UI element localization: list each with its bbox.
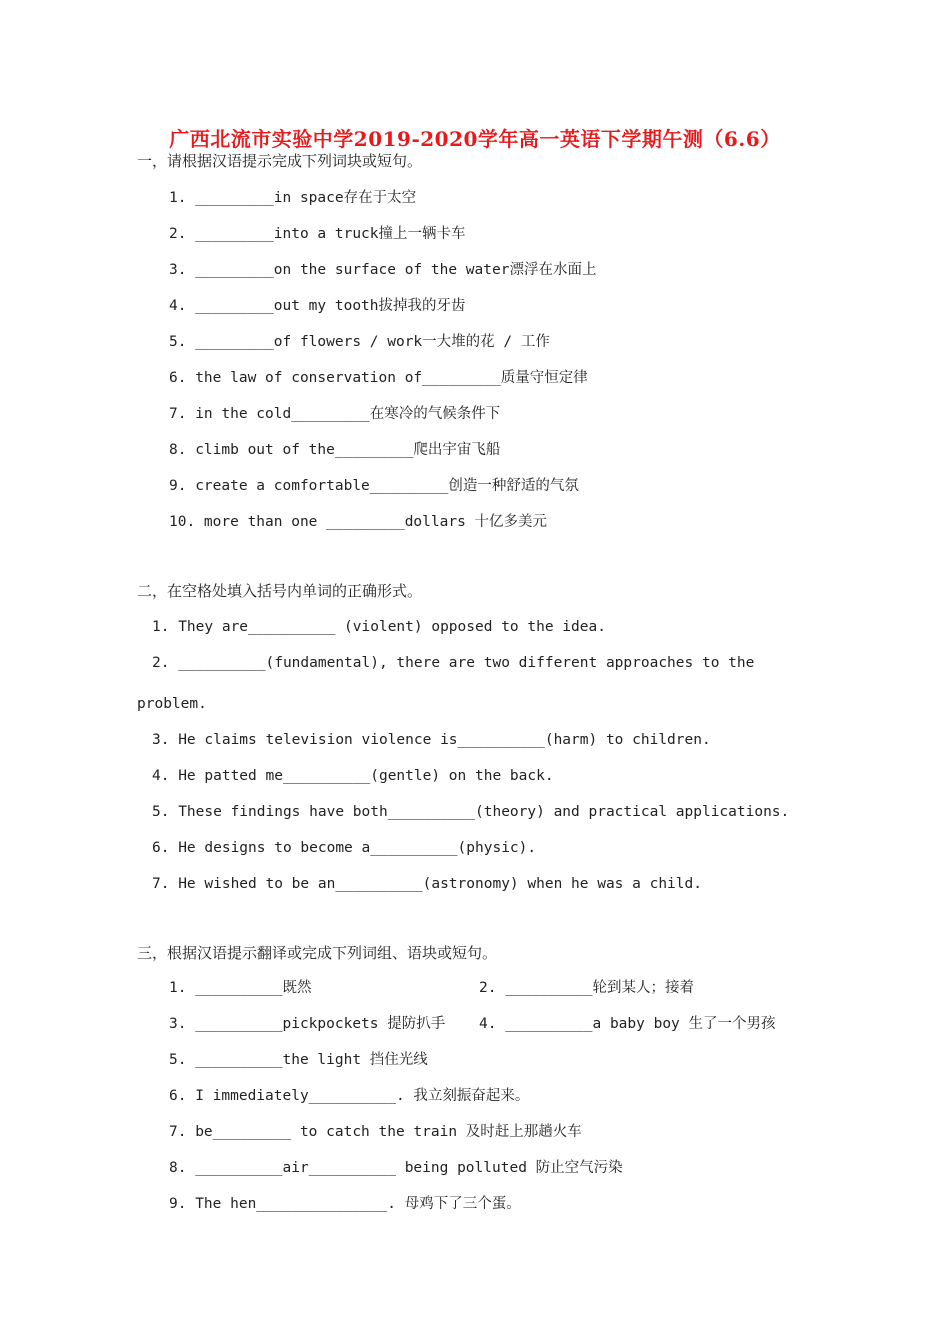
s2-item-2-cont: problem. <box>137 696 207 712</box>
s1-item-1: 1. _________in space存在于太空 <box>169 190 417 206</box>
s3-item-2: 2. __________轮到某人；接着 <box>479 980 694 996</box>
s1-item-7: 7. in the cold_________在寒冷的气候条件下 <box>169 406 501 422</box>
s3-item-7: 7. be_________ to catch the train 及时赶上那趟火车 <box>169 1124 582 1140</box>
section1-heading: 一，请根据汉语提示完成下列词块或短句。 <box>137 152 423 170</box>
s2-item-7: 7. He wished to be an__________(astronomy) when he was a child. <box>152 876 702 892</box>
s3-item-6: 6. I immediately__________. 我立刻振奋起来。 <box>169 1088 530 1104</box>
s3-item-8: 8. __________air__________ being polluted 防止空气污染 <box>169 1160 623 1176</box>
s3-item-1: 1. __________既然 <box>169 980 312 996</box>
s2-item-4: 4. He patted me__________(gentle) on the back. <box>152 768 554 784</box>
s1-item-6: 6. the law of conservation of_________质量守恒定律 <box>169 370 588 386</box>
s2-item-6: 6. He designs to become a__________(physic). <box>152 840 537 856</box>
s2-item-3: 3. He claims television violence is__________(harm) to children. <box>152 732 711 748</box>
s1-item-2: 2. _________into a truck撞上一辆卡车 <box>169 226 466 242</box>
s2-item-1: 1. They are__________ (violent) opposed to the idea. <box>152 619 606 635</box>
s1-item-4: 4. _________out my tooth拔掉我的牙齿 <box>169 298 466 314</box>
s2-item-2: 2. __________(fundamental), there are two different approaches to the <box>152 655 755 671</box>
s1-item-10: 10. more than one _________dollars 十亿多美元 <box>169 514 548 530</box>
s1-item-5: 5. _________of flowers / work一大堆的花 / 工作 <box>169 334 550 350</box>
s3-item-4: 4. __________a baby boy 生了一个男孩 <box>479 1016 776 1032</box>
s1-item-9: 9. create a comfortable_________创造一种舒适的气氛 <box>169 478 579 494</box>
section3-heading: 三，根据汉语提示翻译或完成下列词组、语块或短句。 <box>137 944 498 962</box>
s1-item-8: 8. climb out of the_________爬出宇宙飞船 <box>169 442 501 458</box>
page-title: 广西北流市实验中学2019-2020学年高一英语下学期午测（6.6） <box>169 127 781 151</box>
s3-item-9: 9. The hen_______________. 母鸡下了三个蛋。 <box>169 1196 521 1212</box>
s3-item-5: 5. __________the light 挡住光线 <box>169 1052 428 1068</box>
s1-item-3: 3. _________on the surface of the water漂浮在水面上 <box>169 262 597 278</box>
s3-item-3: 3. __________pickpockets 提防扒手 <box>169 1016 446 1032</box>
section2-heading: 二，在空格处填入括号内单词的正确形式。 <box>137 582 423 600</box>
s2-item-5: 5. These findings have both__________(theory) and practical applications. <box>152 804 790 820</box>
